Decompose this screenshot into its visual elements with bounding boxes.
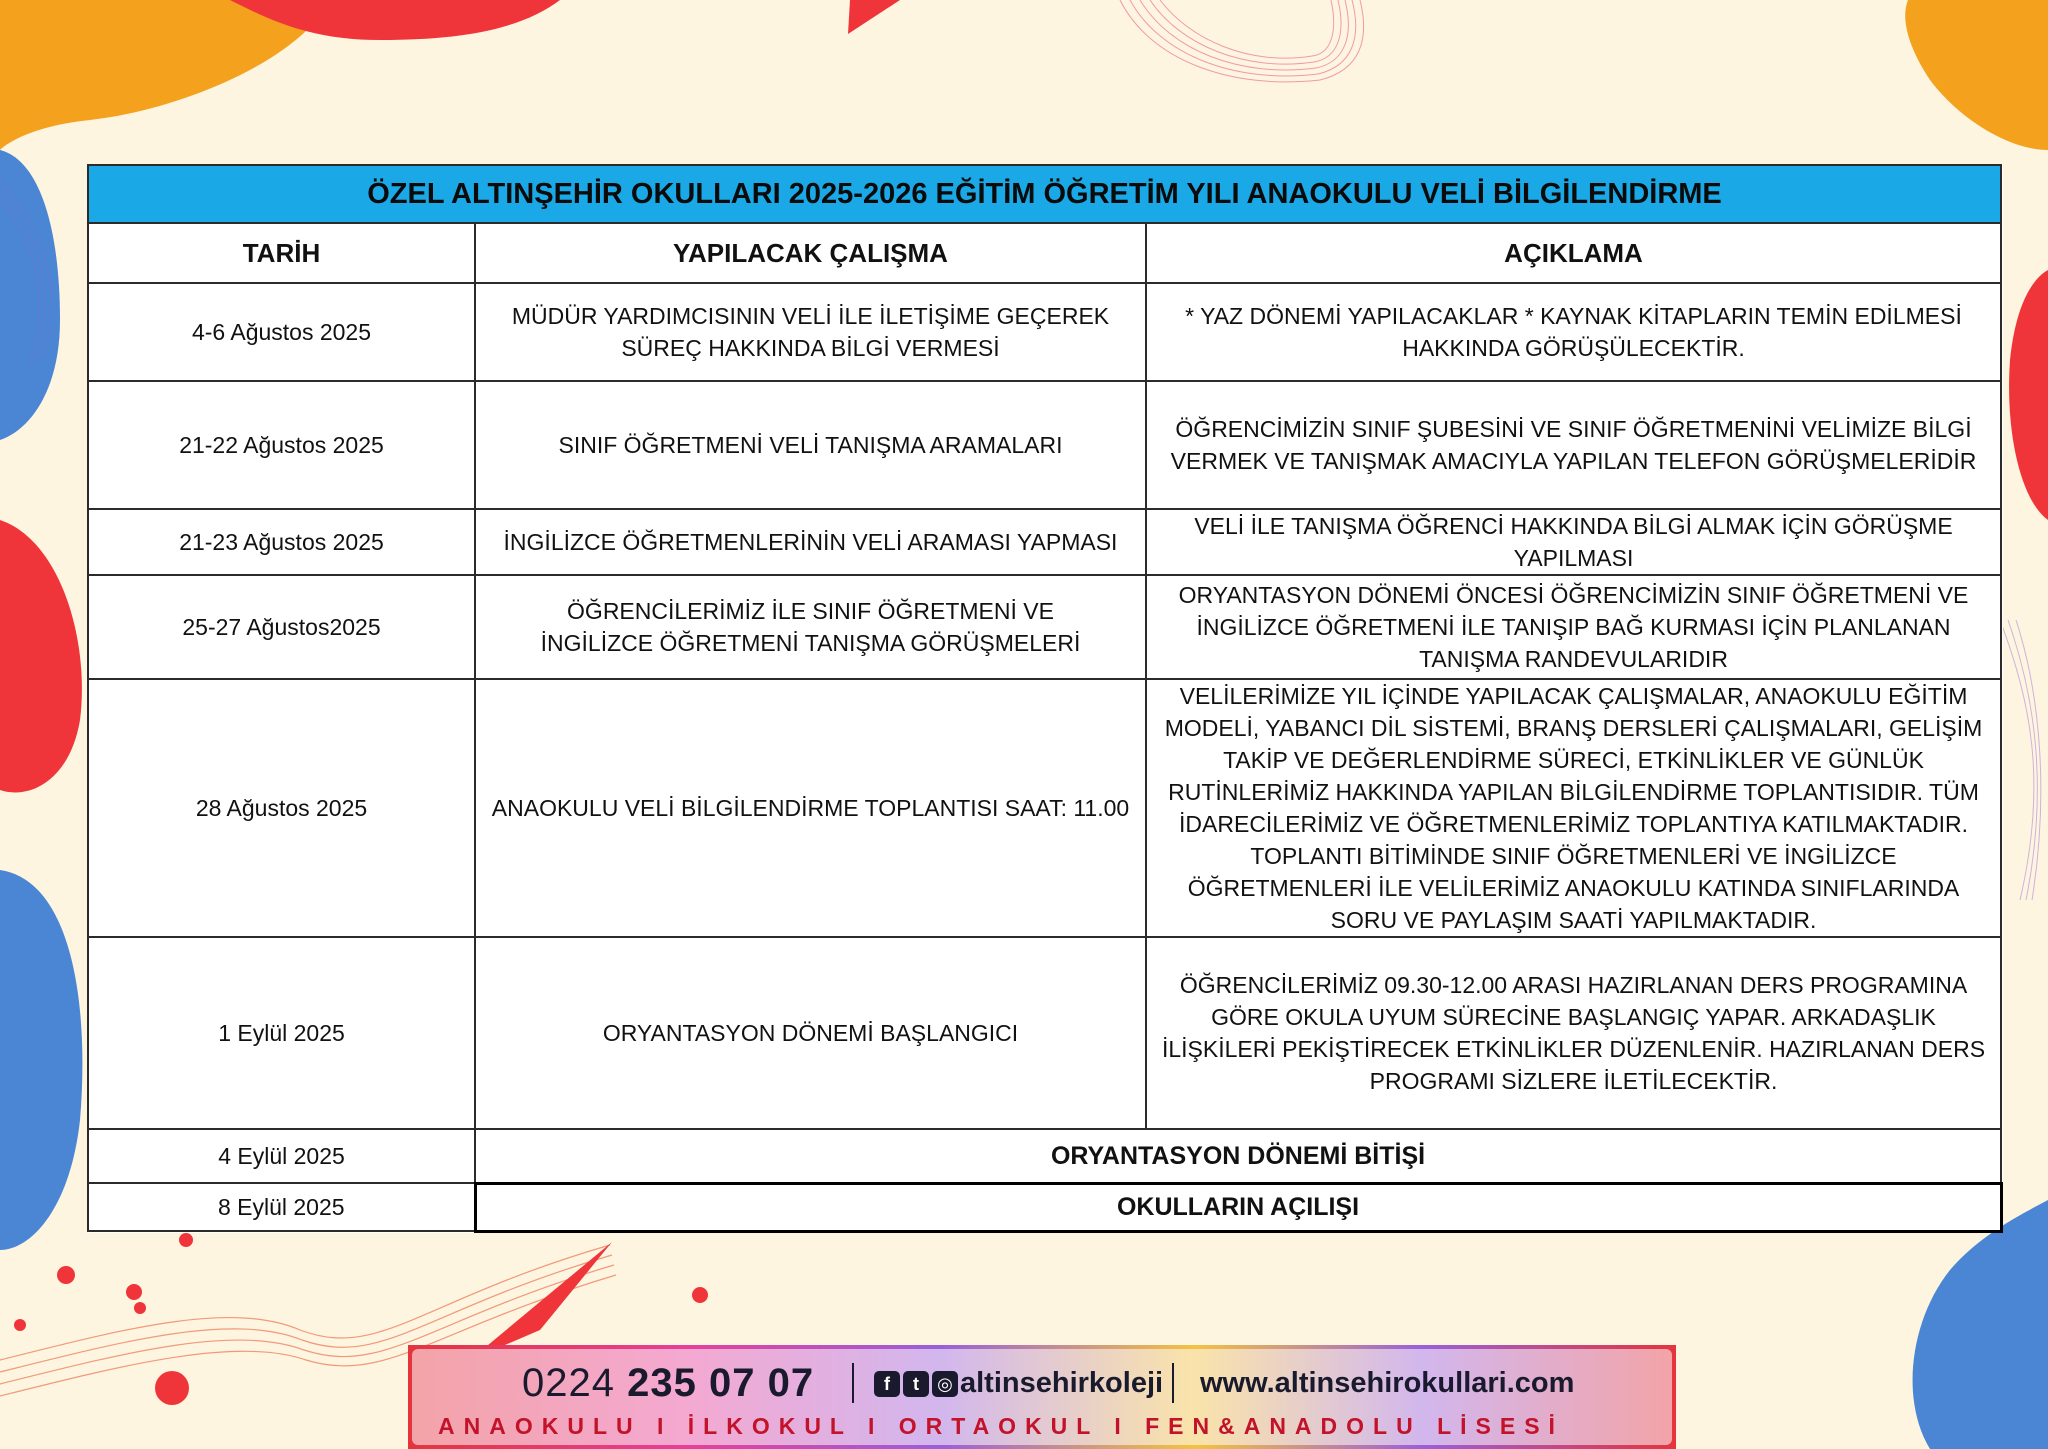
table-row: [88, 509, 2001, 575]
table-row-merged: [88, 1129, 2001, 1183]
row-note: * YAZ DÖNEMİ YAPILACAKLAR * KAYNAK KİTAPLARIN TEMİN EDİLMESİ HAKKINDA GÖRÜŞÜLECEKTİR.: [1146, 283, 2001, 381]
table-row-merged: [88, 1183, 2001, 1231]
separator: [852, 1363, 854, 1403]
footer-panel: [412, 1349, 1672, 1445]
orange-blob-top-right: [1905, 0, 2048, 150]
phone-number: [522, 1361, 814, 1406]
schedule-table: [87, 164, 2003, 1233]
header-note: AÇIKLAMA: [1146, 223, 2001, 283]
wave-lines-right: [2000, 620, 2041, 900]
phone-prefix: 0224: [522, 1361, 615, 1405]
header-task: YAPILACAK ÇALIŞMA: [475, 223, 1146, 283]
wave-lines-top: [1120, 0, 1364, 82]
row-note: VELİLERİMİZE YIL İÇİNDE YAPILACAK ÇALIŞMALAR, ANAOKULU EĞİTİM MODELİ, YABANCI DİL SİSTEMİ, BRANŞ DERSLERİ ÇALIŞMALARI, GELİŞİM TAKİP VE DEĞERLENDİRME SÜRECİ, ETKİNLİKLER VE GÜNLÜK RUTİNLERİMİZ HAKKINDA YAPILAN BİLGİLENDİRME TOPLANTISIDIR. TÜM İDARECİLERİMİZ VE ÖĞRETMENLERİMİZ TOPLANTIYA KATILMAKTADIR. TOPLANTI BİTİMİNDE SINIF ÖĞRETMENLERİ VE İNGİLİZCE ÖĞRETMENLERİ İLE VELİLERİMİZ ANAOKULU KATINDA SINIFLARINDA SORU VE PAYLAŞIM SAATİ YAPILMAKTADIR.: [1146, 679, 2001, 937]
school-levels: ANAOKULU I İLKOKUL I ORTAOKUL I FEN&ANADOLU LİSESİ: [438, 1413, 1564, 1439]
table-row: [88, 283, 2001, 381]
row-task: SINIF ÖĞRETMENİ VELİ TANIŞMA ARAMALARI: [475, 381, 1146, 509]
table-row: [88, 381, 2001, 509]
row-task: İNGİLİZCE ÖĞRETMENLERİNİN VELİ ARAMASI YAPMASI: [475, 509, 1146, 575]
row-task: ÖĞRENCİLERİMİZ İLE SINIF ÖĞRETMENİ VE İNGİLİZCE ÖĞRETMENİ TANIŞMA GÖRÜŞMELERİ: [475, 575, 1146, 679]
row-note: ORYANTASYON DÖNEMİ ÖNCESİ ÖĞRENCİMİZİN SINIF ÖĞRETMENİ VE İNGİLİZCE ÖĞRETMENİ İLE TANIŞIP BAĞ KURMASI İÇİN PLANLANAN TANIŞMA RANDEVULARIDIR: [1146, 575, 2001, 679]
social-handle: altinsehirkoleji: [960, 1367, 1164, 1399]
facebook-icon: f: [874, 1371, 900, 1397]
row-note: ÖĞRENCİMİZİN SINIF ŞUBESİNİ VE SINIF ÖĞRETMENİNİ VELİMİZE BİLGİ VERMEK VE TANIŞMAK AMACIYLA YAPILAN TELEFON GÖRÜŞMELERİDİR: [1146, 381, 2001, 509]
blue-blob-left-upper: [0, 150, 60, 440]
row-date: 4-6 Ağustos 2025: [88, 283, 475, 381]
header-date: TARİH: [88, 223, 475, 283]
instagram-icon: ◎: [932, 1371, 958, 1397]
header-row: [88, 223, 2001, 283]
website-link[interactable]: www.altinsehirokullari.com: [1200, 1367, 1575, 1399]
row-date: 1 Eylül 2025: [88, 937, 475, 1129]
separator: [1172, 1363, 1174, 1403]
row-date: 4 Eylül 2025: [88, 1129, 475, 1183]
row-date: 8 Eylül 2025: [88, 1183, 475, 1231]
red-shard-bottom: [470, 1242, 612, 1360]
row-note: VELİ İLE TANIŞMA ÖĞRENCİ HAKKINDA BİLGİ ALMAK İÇİN GÖRÜŞME YAPILMASI: [1146, 509, 2001, 575]
contact-footer: [408, 1345, 1676, 1449]
row-note: ÖĞRENCİLERİMİZ 09.30-12.00 ARASI HAZIRLANAN DERS PROGRAMINA GÖRE OKULA UYUM SÜRECİNE BAŞLANGIÇ YAPAR. ARKADAŞLIK İLİŞKİLERİ PEKİŞTİRECEK ETKİNLİKLER DÜZENLENİR. HAZIRLANAN DERS PROGRAMI SİZLERE İLETİLECEKTİR.: [1146, 937, 2001, 1129]
row-date: 21-22 Ağustos 2025: [88, 381, 475, 509]
table-row: [88, 937, 2001, 1129]
row-date: 21-23 Ağustos 2025: [88, 509, 475, 575]
phone-main: 235 07 07: [627, 1361, 815, 1405]
blue-blob-left-lower: [0, 870, 82, 1250]
twitter-icon: t: [903, 1371, 929, 1397]
row-date: 25-27 Ağustos2025: [88, 575, 475, 679]
social-icons: [874, 1371, 958, 1397]
row-merged-text: ORYANTASYON DÖNEMİ BİTİŞİ: [475, 1129, 2001, 1183]
row-merged-text: OKULLARIN AÇILIŞI: [475, 1183, 2001, 1231]
red-blob-right: [2009, 270, 2048, 520]
table-row: [88, 679, 2001, 937]
row-date: 28 Ağustos 2025: [88, 679, 475, 937]
red-shard-top: [848, 0, 900, 34]
row-task: ANAOKULU VELİ BİLGİLENDİRME TOPLANTISI SAAT: 11.00: [475, 679, 1146, 937]
blue-blob-right-lower: [1913, 1200, 2048, 1449]
red-blob-left-middle: [0, 520, 82, 792]
table-title: ÖZEL ALTINŞEHİR OKULLARI 2025-2026 EĞİTİM ÖĞRETİM YILI ANAOKULU VELİ BİLGİLENDİRME: [88, 165, 2001, 223]
row-task: MÜDÜR YARDIMCISININ VELİ İLE İLETİŞİME GEÇEREK SÜREÇ HAKKINDA BİLGİ VERMESİ: [475, 283, 1146, 381]
table-row: [88, 575, 2001, 679]
row-task: ORYANTASYON DÖNEMİ BAŞLANGICI: [475, 937, 1146, 1129]
